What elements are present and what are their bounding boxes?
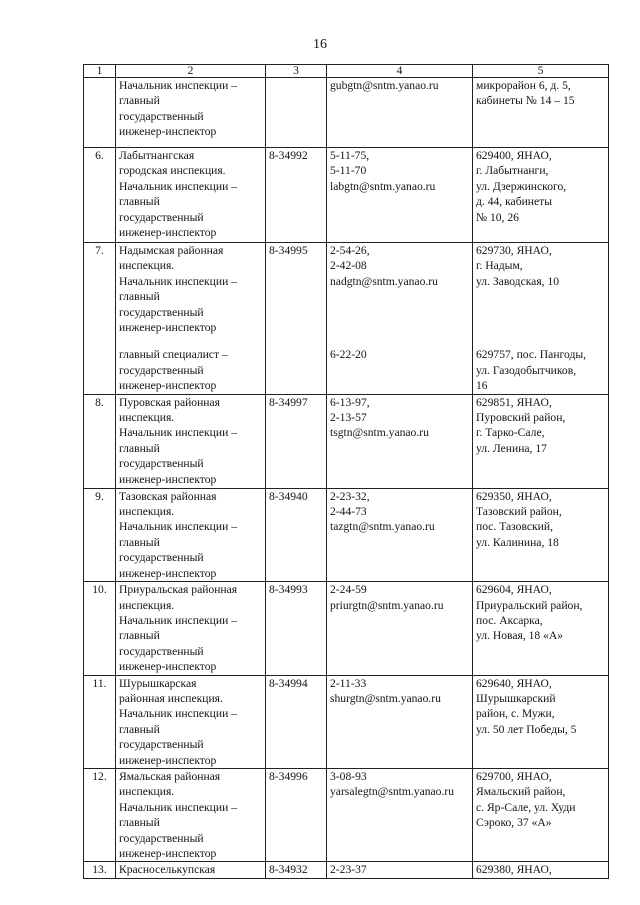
cell-line: государственный <box>119 109 204 123</box>
table-row <box>84 78 609 148</box>
cell-line: 629640, ЯНАО, <box>476 676 552 690</box>
cell-spacer <box>476 305 605 320</box>
cell-line: Приуральский район, <box>476 598 583 612</box>
cell-line: ул. Новая, 18 «А» <box>476 629 564 643</box>
cell-line: главный специалист – <box>119 348 228 362</box>
contacts <box>327 582 473 675</box>
row-number: 13. <box>84 862 116 878</box>
cell-line: 629700, ЯНАО, <box>476 769 552 783</box>
address <box>473 148 609 243</box>
cell-line: № 10, 26 <box>476 210 519 224</box>
inspection-name <box>116 675 266 768</box>
cell-line: инженер-инспектор <box>119 753 217 767</box>
cell-line: Начальник инспекции – <box>119 179 237 193</box>
cell-line: районная инспекция. <box>119 691 223 705</box>
cell-line: с. Яр-Сале, ул. Худи <box>476 800 576 814</box>
table-row <box>84 768 609 861</box>
cell-line: государственный <box>119 210 204 224</box>
inspection-name <box>116 243 266 395</box>
cell-line: 2-44-73 <box>330 505 367 519</box>
address <box>473 862 609 878</box>
cell-line: 3-08-93 <box>330 769 367 783</box>
phone-code <box>266 78 327 148</box>
cell-line: инженер-инспектор <box>119 125 217 139</box>
phone-code: 8-34994 <box>266 675 327 768</box>
cell-line: 2-24-59 <box>330 583 367 597</box>
cell-line: государственный <box>119 457 204 471</box>
cell-line: инспекция. <box>119 598 175 612</box>
row-number: 8. <box>84 394 116 488</box>
cell-line: главный <box>119 722 160 736</box>
cell-line: микрорайон 6, д. 5, <box>476 79 571 92</box>
inspection-name <box>116 394 266 488</box>
cell-line: район, с. Мужи, <box>476 707 555 721</box>
cell-line: Начальник инспекции – <box>119 79 237 92</box>
cell-line: инженер-инспектор <box>119 566 217 580</box>
cell-spacer <box>330 320 469 335</box>
address <box>473 488 609 581</box>
cell-line: главный <box>119 535 160 549</box>
cell-line: Шурышкарская <box>119 676 197 690</box>
cell-line: 5-11-70 <box>330 164 367 178</box>
cell-line: Тазовский район, <box>476 505 562 519</box>
cell-line: 6-22-20 <box>330 348 367 362</box>
cell-line: г. Надым, <box>476 259 523 273</box>
address <box>473 675 609 768</box>
header-col-1: 1 <box>84 65 116 78</box>
cell-spacer <box>119 335 262 347</box>
table-row <box>84 394 609 488</box>
row-number: 6. <box>84 148 116 243</box>
cell-line: Красноселькупская <box>119 863 216 877</box>
cell-line: кабинеты № 14 – 15 <box>476 94 575 108</box>
cell-line: главный <box>119 816 160 830</box>
table-row <box>84 582 609 675</box>
cell-spacer <box>330 335 469 347</box>
cell-line: главный <box>119 290 160 304</box>
cell-line: государственный <box>119 363 204 377</box>
cell-line: главный <box>119 629 160 643</box>
cell-line: labgtn@sntm.yanao.ru <box>330 179 436 193</box>
contacts <box>327 78 473 148</box>
contacts <box>327 862 473 878</box>
page-number: 16 <box>313 37 327 52</box>
address <box>473 582 609 675</box>
contacts <box>327 768 473 861</box>
cell-line: Тазовская районная <box>119 489 217 503</box>
cell-line: ул. Калинина, 18 <box>476 535 559 549</box>
inspection-name <box>116 862 266 878</box>
cell-line: пос. Тазовский, <box>476 520 553 534</box>
cell-line: Начальник инспекции – <box>119 707 237 721</box>
phone-code: 8-34993 <box>266 582 327 675</box>
cell-spacer <box>330 305 469 320</box>
cell-line: 2-54-26, <box>330 244 370 257</box>
cell-line: городская инспекция. <box>119 164 226 178</box>
cell-line: ул. 50 лет Победы, 5 <box>476 722 577 736</box>
cell-line: инспекция. <box>119 785 175 799</box>
cell-line: инженер-инспектор <box>119 847 217 860</box>
cell-line: Пуровская районная <box>119 395 220 409</box>
cell-line: г. Лабытнанги, <box>476 164 549 178</box>
cell-line: инженер-инспектор <box>119 379 217 393</box>
cell-line: 629604, ЯНАО, <box>476 583 552 597</box>
cell-line: Надымская районная <box>119 244 224 257</box>
phone-code: 8-34992 <box>266 148 327 243</box>
table-body <box>84 78 609 879</box>
contacts <box>327 488 473 581</box>
cell-line: 629730, ЯНАО, <box>476 244 552 257</box>
cell-line: главный <box>119 441 160 455</box>
cell-line: ул. Заводская, 10 <box>476 274 560 288</box>
cell-line: ул. Ленина, 17 <box>476 441 547 455</box>
contacts <box>327 243 473 395</box>
cell-line: главный <box>119 94 160 108</box>
row-number: 10. <box>84 582 116 675</box>
address <box>473 394 609 488</box>
cell-line: Приуральская районная <box>119 583 238 597</box>
cell-line: Начальник инспекции – <box>119 274 237 288</box>
cell-line: yarsalegtn@sntm.yanao.ru <box>330 785 455 799</box>
cell-spacer <box>330 289 469 304</box>
cell-line: г. Тарко-Сале, <box>476 426 545 440</box>
row-number <box>84 78 116 148</box>
inspections-table <box>83 64 609 879</box>
cell-line: инспекция. <box>119 411 175 425</box>
header-col-4: 4 <box>327 65 473 78</box>
table-row <box>84 148 609 243</box>
row-number: 11. <box>84 675 116 768</box>
row-number: 7. <box>84 243 116 395</box>
row-number: 12. <box>84 768 116 861</box>
cell-spacer <box>476 320 605 335</box>
phone-code: 8-34995 <box>266 243 327 395</box>
table-row <box>84 862 609 878</box>
cell-line: Шурышкарский <box>476 691 556 705</box>
cell-spacer <box>476 335 605 347</box>
inspection-name <box>116 582 266 675</box>
cell-line: 629380, ЯНАО, <box>476 863 552 877</box>
cell-line: инженер-инспектор <box>119 660 217 674</box>
cell-line: д. 44, кабинеты <box>476 195 552 209</box>
cell-line: государственный <box>119 738 204 752</box>
cell-line: главный <box>119 195 160 209</box>
address <box>473 78 609 148</box>
address <box>473 243 609 395</box>
cell-line: 629757, пос. Пангоды, <box>476 348 587 362</box>
cell-line: инженер-инспектор <box>119 226 217 240</box>
cell-line: 2-42-08 <box>330 259 367 273</box>
cell-line: 2-23-32, <box>330 489 370 503</box>
contacts <box>327 148 473 243</box>
cell-line: Ямальский район, <box>476 785 566 799</box>
row-number: 9. <box>84 488 116 581</box>
table-row <box>84 243 609 395</box>
inspection-name <box>116 148 266 243</box>
cell-line: Лабытнангская <box>119 149 195 162</box>
cell-line: 629851, ЯНАО, <box>476 395 552 409</box>
cell-line: 2-23-37 <box>330 863 367 877</box>
cell-line: пос. Аксарка, <box>476 613 543 627</box>
cell-line: инспекция. <box>119 505 175 519</box>
cell-line: Сэроко, 37 «А» <box>476 816 552 830</box>
cell-line: 5-11-75, <box>330 149 370 162</box>
table-row <box>84 675 609 768</box>
cell-line: инженер-инспектор <box>119 472 217 486</box>
contacts <box>327 394 473 488</box>
cell-line: ул. Газодобытчиков, <box>476 363 577 377</box>
header-col-3: 3 <box>266 65 327 78</box>
table-header-row <box>84 65 609 78</box>
inspection-name <box>116 488 266 581</box>
cell-line: Пуровский район, <box>476 411 566 425</box>
phone-code: 8-34997 <box>266 394 327 488</box>
cell-line: Начальник инспекции – <box>119 520 237 534</box>
contacts <box>327 675 473 768</box>
inspection-name <box>116 768 266 861</box>
header-col-5: 5 <box>473 65 609 78</box>
cell-line: 629400, ЯНАО, <box>476 149 552 162</box>
header-col-2: 2 <box>116 65 266 78</box>
cell-line: государственный <box>119 551 204 565</box>
cell-line: tazgtn@sntm.yanao.ru <box>330 520 435 534</box>
cell-line: 629350, ЯНАО, <box>476 489 552 503</box>
cell-line: инспекция. <box>119 259 175 273</box>
cell-line: 2-11-33 <box>330 676 367 690</box>
cell-line: Начальник инспекции – <box>119 800 237 814</box>
cell-line: инженер-инспектор <box>119 321 217 335</box>
cell-line: ул. Дзержинского, <box>476 179 567 193</box>
cell-line: государственный <box>119 644 204 658</box>
cell-line: tsgtn@sntm.yanao.ru <box>330 426 429 440</box>
cell-line: государственный <box>119 305 204 319</box>
cell-line: priurgtn@sntm.yanao.ru <box>330 598 444 612</box>
cell-line: gubgtn@sntm.yanao.ru <box>330 79 439 92</box>
phone-code: 8-34996 <box>266 768 327 861</box>
cell-line: 16 <box>476 379 488 393</box>
table-row <box>84 488 609 581</box>
cell-line: Начальник инспекции – <box>119 613 237 627</box>
cell-line: nadgtn@sntm.yanao.ru <box>330 274 438 288</box>
phone-code: 8-34932 <box>266 862 327 878</box>
cell-line: 2-13-57 <box>330 411 367 425</box>
phone-code: 8-34940 <box>266 488 327 581</box>
address <box>473 768 609 861</box>
cell-spacer <box>476 289 605 304</box>
cell-line: Начальник инспекции – <box>119 426 237 440</box>
cell-line: 6-13-97, <box>330 395 370 409</box>
inspection-name <box>116 78 266 148</box>
cell-line: shurgtn@sntm.yanao.ru <box>330 691 441 705</box>
cell-line: государственный <box>119 831 204 845</box>
cell-line: Ямальская районная <box>119 769 221 783</box>
